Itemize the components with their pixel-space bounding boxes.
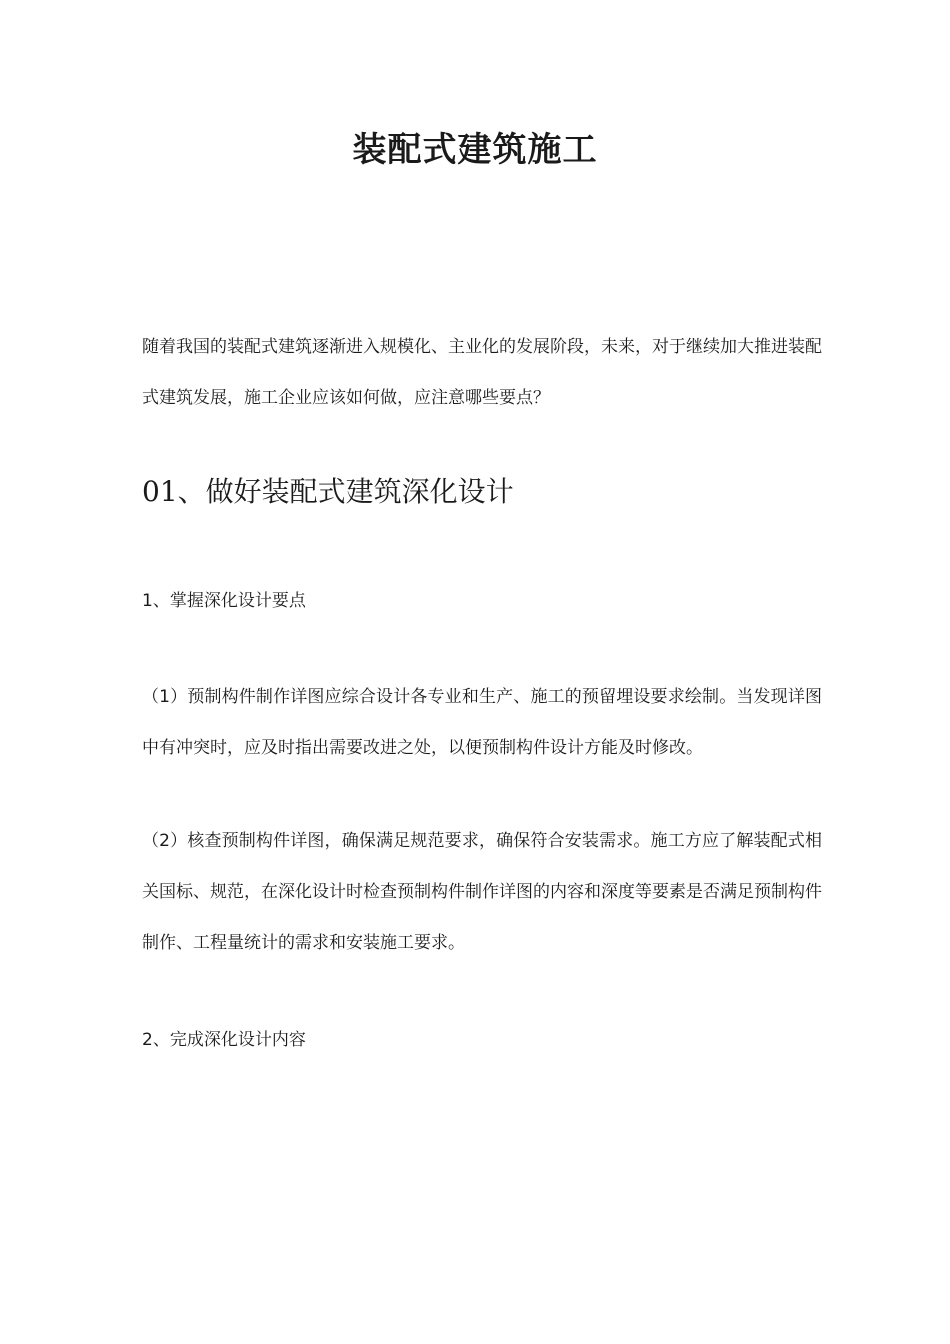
subheading-2: 2、完成深化设计内容 xyxy=(142,1030,306,1050)
section-heading-01: 01、做好装配式建筑深化设计 xyxy=(142,475,514,508)
document-title: 装配式建筑施工 xyxy=(352,130,598,170)
intro-paragraph: 随着我国的装配式建筑逐渐进入规模化、主业化的发展阶段，未来，对于继续加大推进装配式建筑发展，施工企业应该如何做，应注意哪些要点？ xyxy=(142,337,822,408)
subheading-1: 1、掌握深化设计要点 xyxy=(142,591,306,611)
paragraph-item-1: （1）预制构件制作详图应综合设计各专业和生产、施工的预留埋设要求绘制。当发现详图中有冲突时，应及时指出需要改进之处，以便预制构件设计方能及时修改。 xyxy=(142,687,822,758)
paragraph-item-2: （2）核查预制构件详图，确保满足规范要求，确保符合安装需求。施工方应了解装配式相关国标、规范，在深化设计时检查预制构件制作详图的内容和深度等要素是否满足预制构件制作、工程量统计的需求和安装施工要求。 xyxy=(142,831,822,953)
